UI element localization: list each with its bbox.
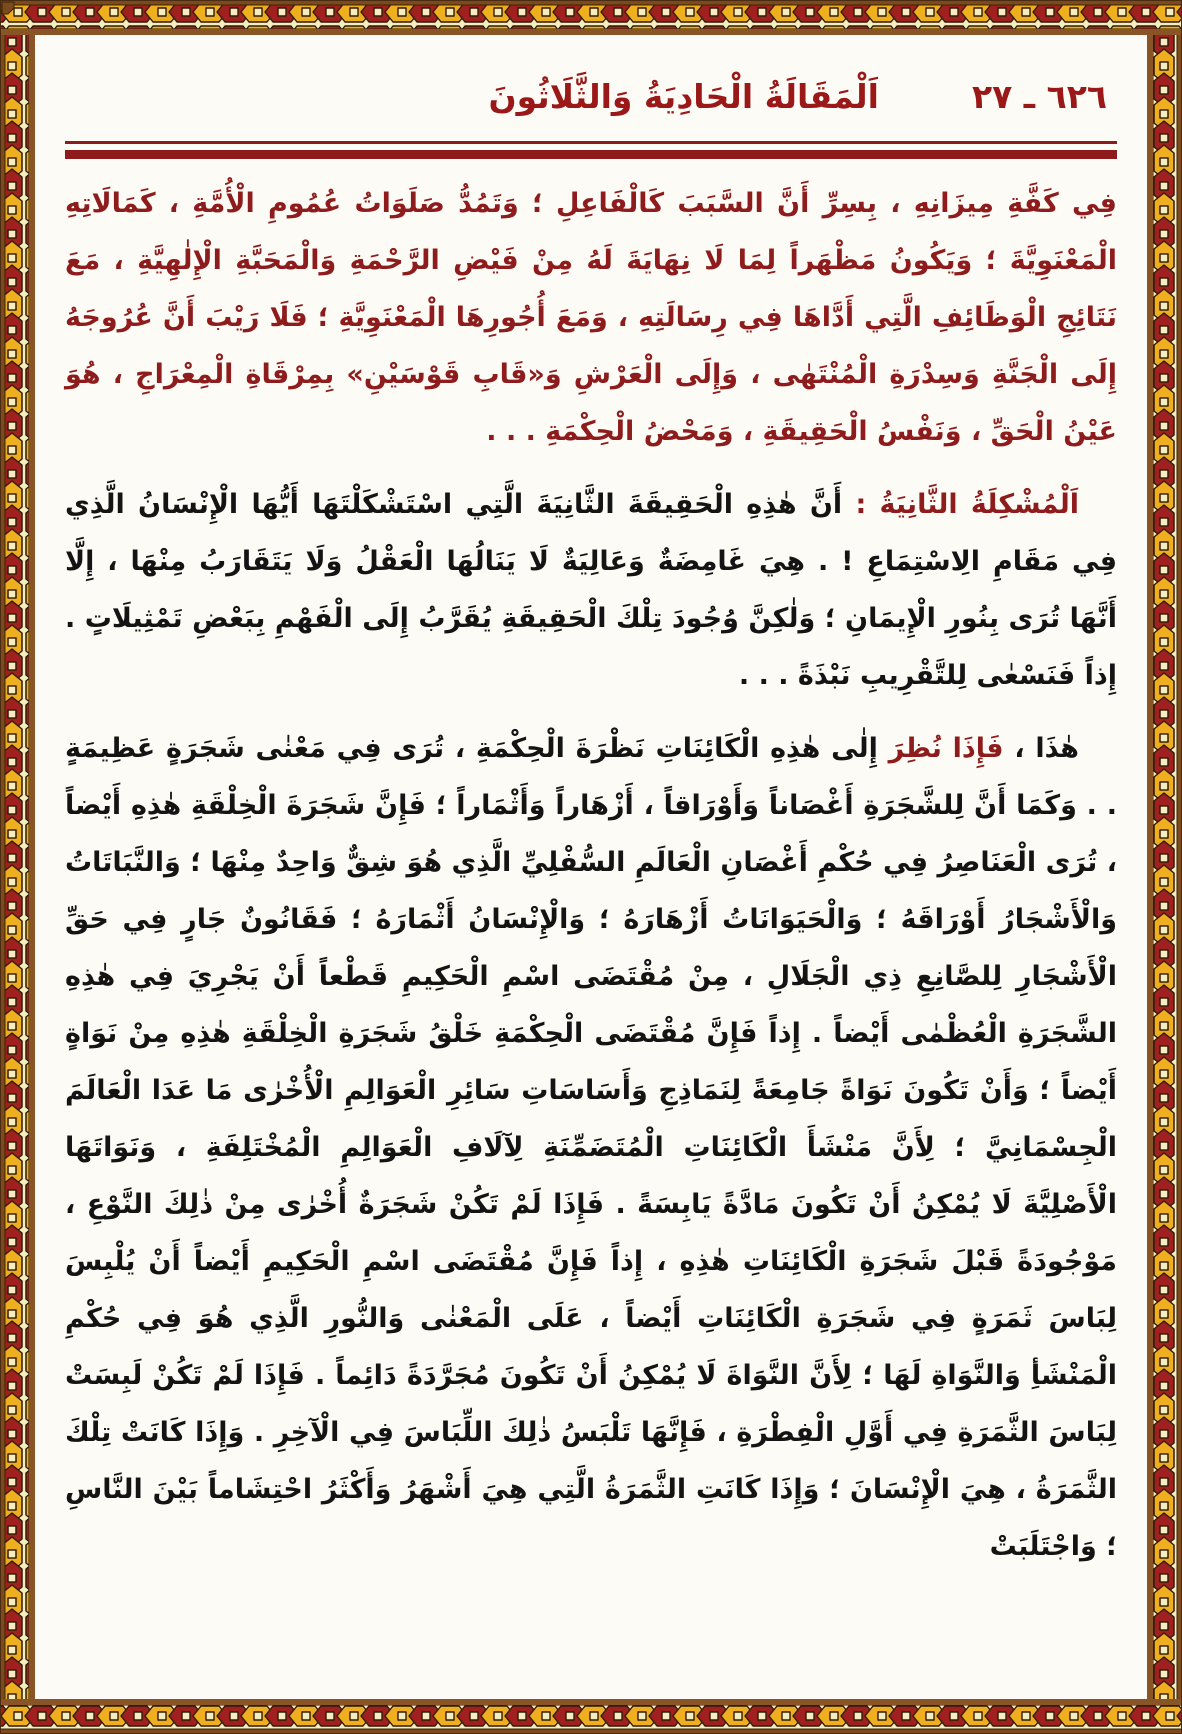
text-segment-red: اَلْمُشْكِلَةُ الثَّانِيَةُ :	[842, 489, 1079, 520]
page-title: اَلْمَقَالَةُ الْحَادِيَةُ وَالثَّلَاثُونَ	[488, 77, 879, 116]
paragraph-second-problem	[65, 476, 1117, 704]
page-header	[65, 77, 1117, 133]
text-segment-red: فَإِذَا نُظِرَ	[877, 733, 1004, 764]
text-segment-red: فِي كَفَّةِ مِيزَانِهِ ، بِسِرِّ أَنَّ السَّبَبَ كَالْفَاعِلِ ؛ وَتَمُدُّ صَلَوَاتُ عُمُومِ الْأُمَّةِ ، كَمَالَاتِهِ الْمَعْنَوِيَّةَ ؛ وَيَكُونُ مَظْهَراً لِمَا لَا نِهَايَةَ لَهُ مِنْ فَيْضِ الرَّحْمَةِ وَالْمَحَبَّةِ الْإِلٰهِيَّةِ ، مَعَ نَتَائِجِ الْوَظَائِفِ الَّتِي أَدَّاهَا فِي رِسَالَتِهِ ، وَمَعَ أُجُورِهَا الْمَعْنَوِيَّةِ ؛ فَلَا رَيْبَ أَنَّ عُرُوجَهُ إِلَى الْجَنَّةِ وَسِدْرَةِ الْمُنْتَهٰى ، وَإِلَى الْعَرْشِ وَ«قَابِ قَوْسَيْنِ» بِمِرْقَاةِ الْمِعْرَاجِ ، هُوَ عَيْنُ الْحَقِّ ، وَنَفْسُ الْحَقِيقَةِ ، وَمَحْضُ الْحِكْمَةِ . . .	[65, 188, 1117, 447]
page-content	[35, 35, 1147, 1699]
text-segment-black: أَنَّ هٰذِهِ الْحَقِيقَةَ الثَّانِيَةَ الَّتِي اسْتَشْكَلْتَهَا أَيُّهَا الْإِنْسَانُ الَّذِي فِي مَقَامِ الِاسْتِمَاعِ ! . هِيَ غَامِضَةٌ وَعَالِيَةٌ لَا يَنَالُهَا الْعَقْلُ وَلَا يَتَقَارَبُ مِنْهَا ، إِلَّا أَنَّهَا تُرَى بِنُورِ الْإِيمَانِ ؛ وَلٰكِنَّ وُجُودَ تِلْكَ الْحَقِيقَةِ يُقَرَّبُ إِلَى الْفَهْمِ بِبَعْضِ تَمْثِيلَاتٍ . إِذاً فَنَسْعٰى لِلتَّقْرِيبِ نَبْذَةً . . .	[65, 489, 1117, 691]
paragraph-continuation	[65, 175, 1117, 460]
text-segment-black: هٰذَا ،	[1003, 733, 1080, 764]
header-divider-rule	[65, 141, 1117, 159]
body-text	[65, 175, 1117, 1575]
paragraph-tree-analogy	[65, 720, 1117, 1575]
page-number: ٦٢٦ ـ ٢٧	[972, 77, 1107, 116]
text-segment-black: إِلٰى هٰذِهِ الْكَائِنَاتِ نَظْرَةَ الْحِكْمَةِ ، تُرَى فِي مَعْنٰى شَجَرَةٍ عَظِيمَةٍ . . وَكَمَا أَنَّ لِلشَّجَرَةِ أَغْصَاناً وَأَوْرَاقاً ، أَزْهَاراً وَأَثْمَاراً ؛ فَإِنَّ شَجَرَةَ الْخِلْقَةِ هٰذِهِ أَيْضاً ، تُرَى الْعَنَاصِرُ فِي حُكْمِ أَغْصَانِ الْعَالَمِ السُّفْلِيِّ الَّذِي هُوَ شِقٌّ وَاحِدٌ مِنْهَا ؛ وَالنَّبَاتَاتُ وَالْأَشْجَارُ أَوْرَاقَهُ ؛ وَالْحَيَوَانَاتُ أَزْهَارَهُ ؛ وَالْإِنْسَانُ أَثْمَارَهُ ؛ فَقَانُونٌ جَارٍ فِي حَقِّ الْأَشْجَارِ لِلصَّانِعِ ذِي الْجَلَالِ ، مِنْ مُقْتَضَى اسْمِ الْحَكِيمِ قَطْعاً أَنْ يَجْرِيَ فِي هٰذِهِ الشَّجَرَةِ الْعُظْمٰى أَيْضاً . إِذاً فَإِنَّ مُقْتَضَى الْحِكْمَةِ خَلْقُ شَجَرَةِ الْخِلْقَةِ هٰذِهِ مِنْ نَوَاةٍ أَيْضاً ؛ وَأَنْ تَكُونَ نَوَاةً جَامِعَةً لِنَمَاذِجِ وَأَسَاسَاتِ سَائِرِ الْعَوَالِمِ الْأُخْرٰى مَا عَدَا الْعَالَمَ الْجِسْمَانِيَّ ؛ لِأَنَّ مَنْشَأَ الْكَائِنَاتِ الْمُتَضَمِّنَةِ لِآلَافِ الْعَوَالِمِ الْمُخْتَلِفَةِ ، وَنَوَاتَهَا الْأَصْلِيَّةَ لَا يُمْكِنُ أَنْ تَكُونَ مَادَّةً يَابِسَةً . فَإِذَا لَمْ تَكُنْ شَجَرَةٌ أُخْرٰى مِنْ ذٰلِكَ النَّوْعِ ، مَوْجُودَةً قَبْلَ شَجَرَةِ الْكَائِنَاتِ هٰذِهِ ، إِذاً فَإِنَّ مُقْتَضَى اسْمِ الْحَكِيمِ أَيْضاً أَنْ يُلْبِسَ لِبَاسَ ثَمَرَةٍ فِي شَجَرَةِ الْكَائِنَاتِ أَيْضاً ، عَلَى الْمَعْنٰى وَالنُّورِ الَّذِي هُوَ فِي حُكْمِ الْمَنْشَأِ وَالنَّوَاةِ لَهَا ؛ لِأَنَّ النَّوَاةَ لَا يُمْكِنُ أَنْ تَكُونَ مُجَرَّدَةً دَائِماً . فَإِذَا لَمْ تَكُنْ لَبِسَتْ لِبَاسَ الثَّمَرَةِ فِي أَوَّلِ الْفِطْرَةِ ، فَإِنَّهَا تَلْبَسُ ذٰلِكَ اللِّبَاسَ فِي الْآخِرِ . وَإِذَا كَانَتْ تِلْكَ الثَّمَرَةُ ، هِيَ الْإِنْسَانَ ؛ وَإِذَا كَانَتِ الثَّمَرَةُ الَّتِي هِيَ أَشْهَرُ وَأَكْثَرُ احْتِشَاماً بَيْنَ النَّاسِ ؛ وَاجْتَلَبَتْ	[65, 733, 1117, 1562]
